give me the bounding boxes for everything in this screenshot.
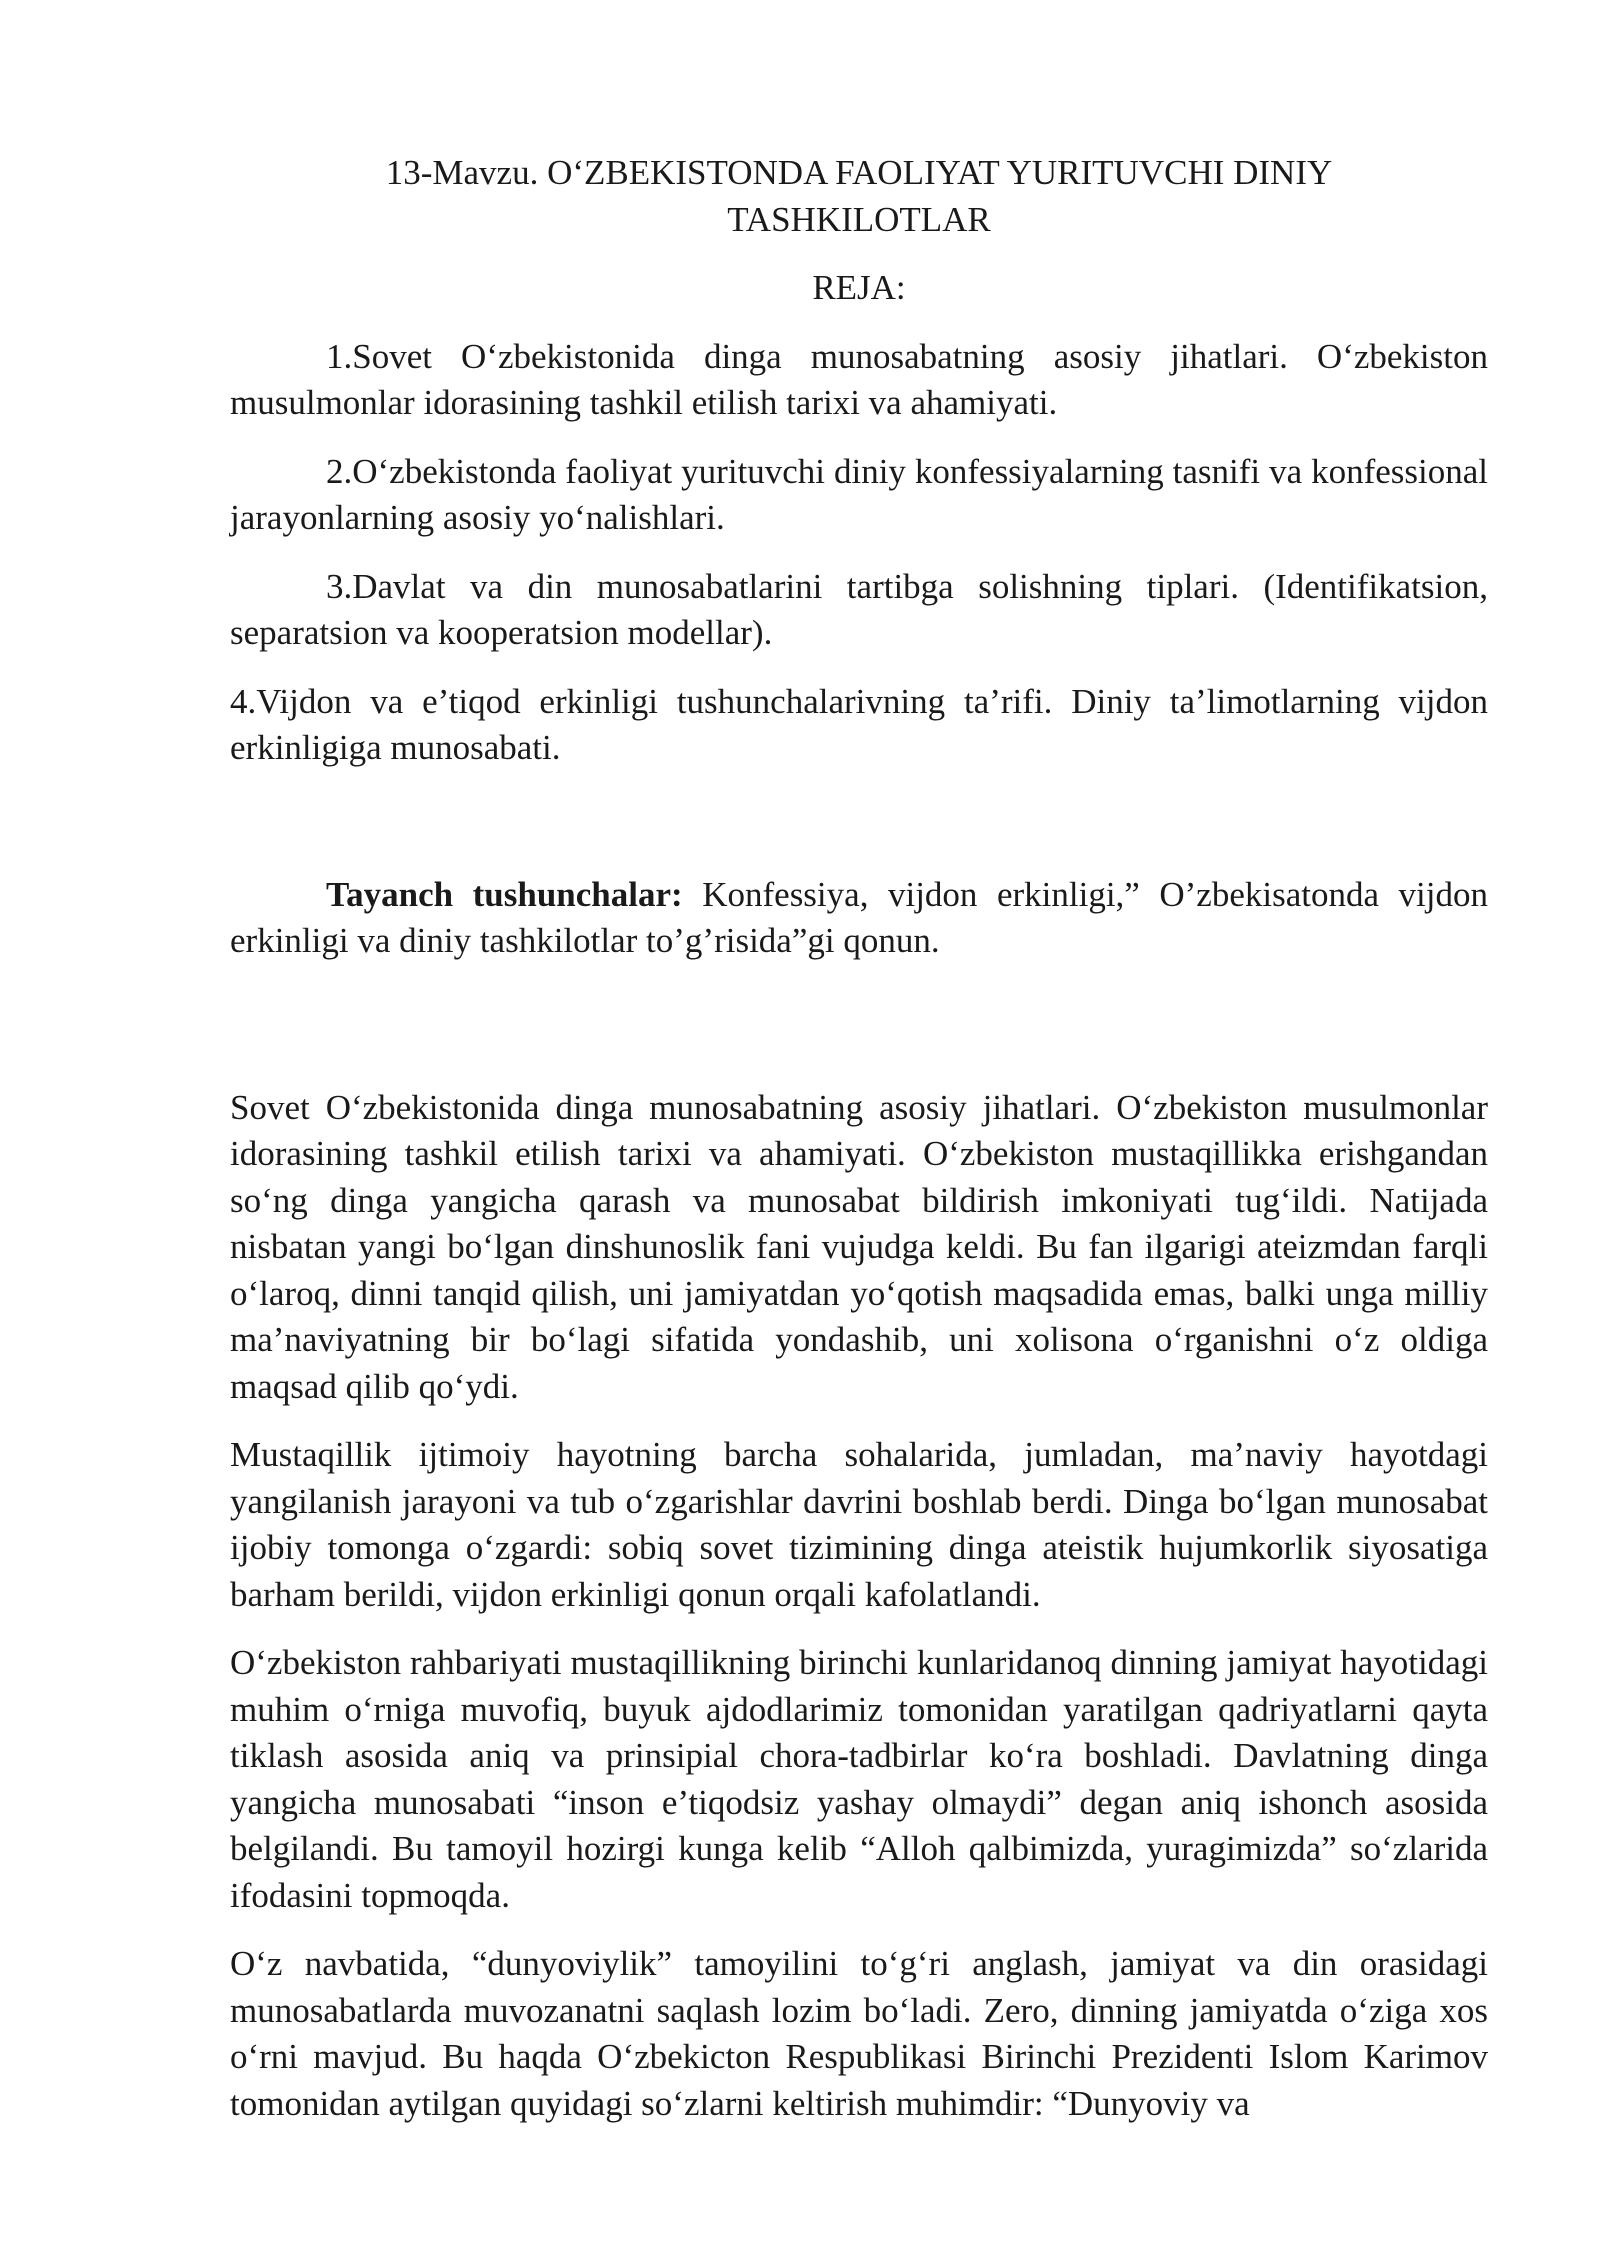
body-paragraph: Sovet O‘zbekistonida dinga munosabatning asosiy jihatlari. O‘zbekiston musulmonlar idorasining tashkil etilish tarixi va ahamiyati. O‘zbekiston mustaqillikka erishgandan so‘ng dinga yangicha qarash va munosabat bildirish imkoniyati tug‘ildi. Natijada nisbatan yangi bo‘lgan dinshunoslik fani vujudga keldi. Bu fan ilgarigi ateizmdan farqli o‘laroq, dinni tanqid qilish, uni jamiyatdan yo‘qotish maqsadida emas, balki unga milliy ma’naviyatning bir bo‘lagi sifatida yondashib, uni xolisona o‘rganishni o‘z oldiga maqsad qilib qo‘ydi. xyxy=(230,1087,1488,1406)
body-paragraph: O‘z navbatida, “dunyoviylik” tamoyilini to‘g‘ri anglash, jamiyat va din orasidagi munosabatlarda muvozanatni saqlash lozim bo‘ladi. Zero, dinning jamiyatda o‘ziga xos o‘rni mavjud. Bu haqda O‘zbekicton Respublikasi Birinchi Prezidenti Islom Karimov tomonidan aytilgan quyidagi so‘zlarni keltirish muhimdir: “Dunyoviy va xyxy=(230,1944,1488,2123)
title-line-2: TASHKILOTLAR xyxy=(727,199,991,239)
plan-item: 4.Vijdon va e’tiqod erkinligi tushunchalarivning ta’rifi. Diniy ta’limotlarning vijdon erkinligiga munosabati. xyxy=(230,681,1488,767)
plan-item: 2.O‘zbekistonda faoliyat yurituvchi diniy konfessiyalarning tasnifi va konfessional jarayonlarning asosiy yo‘nalishlari. xyxy=(230,451,1488,537)
key-terms-label: Tayanch tushunchalar: xyxy=(326,874,683,914)
plan-heading: REJA: xyxy=(812,268,906,307)
key-terms-text: Konfessiya, vijdon erkinligi,” O’zbekisatonda vijdon erkinligi va diniy tashkilotlar to’g’risida”gi qonun. xyxy=(230,874,1488,960)
key-terms xyxy=(230,872,1488,965)
document-title xyxy=(230,150,1488,243)
body-paragraph: Mustaqillik ijtimoiy hayotning barcha sohalarida, jumladan, ma’naviy hayotdagi yangilanish jarayoni va tub o‘zgarishlar davrini boshlab berdi. Dinga bo‘lgan munosabat ijobiy tomonga o‘zgardi: sobiq sovet tizimining dinga ateistik hujumkorlik siyosatiga barham berildi, vijdon erkinligi qonun orqali kafolatlandi. xyxy=(230,1435,1488,1614)
plan-item: 1.Sovet O‘zbekistonida dinga munosabatning asosiy jihatlari. O‘zbekiston musulmonlar idorasining tashkil etilish tarixi va ahamiyati. xyxy=(230,336,1488,422)
title-line-1: 13-Mavzu. O‘ZBEKISTONDA FAOLIYAT YURITUVCHI DINIY xyxy=(385,153,1333,192)
plan-item: 3.Davlat va din munosabatlarini tartibga solishning tiplari. (Identifikatsion, separatsion va kooperatsion modellar). xyxy=(230,566,1488,652)
body-text xyxy=(230,1085,1488,2128)
document-page xyxy=(230,150,1488,2149)
plan-list xyxy=(230,334,1488,772)
body-paragraph: O‘zbekiston rahbariyati mustaqillikning birinchi kunlaridanoq dinning jamiyat hayotidagi muhim o‘rniga muvofiq, buyuk ajdodlarimiz tomonidan yaratilgan qadriyatlarni qayta tiklash asosida aniq va prinsipial chora-tadbirlar ko‘ra boshladi. Davlatning dinga yangicha munosabati “inson e’tiqodsiz yashay olmaydi” degan aniq ishonch asosida belgilandi. Bu tamoyil hozirgi kunga kelib “Alloh qalbimizda, yuragimizda” so‘zlarida ifodasini topmoqda. xyxy=(230,1643,1488,1915)
